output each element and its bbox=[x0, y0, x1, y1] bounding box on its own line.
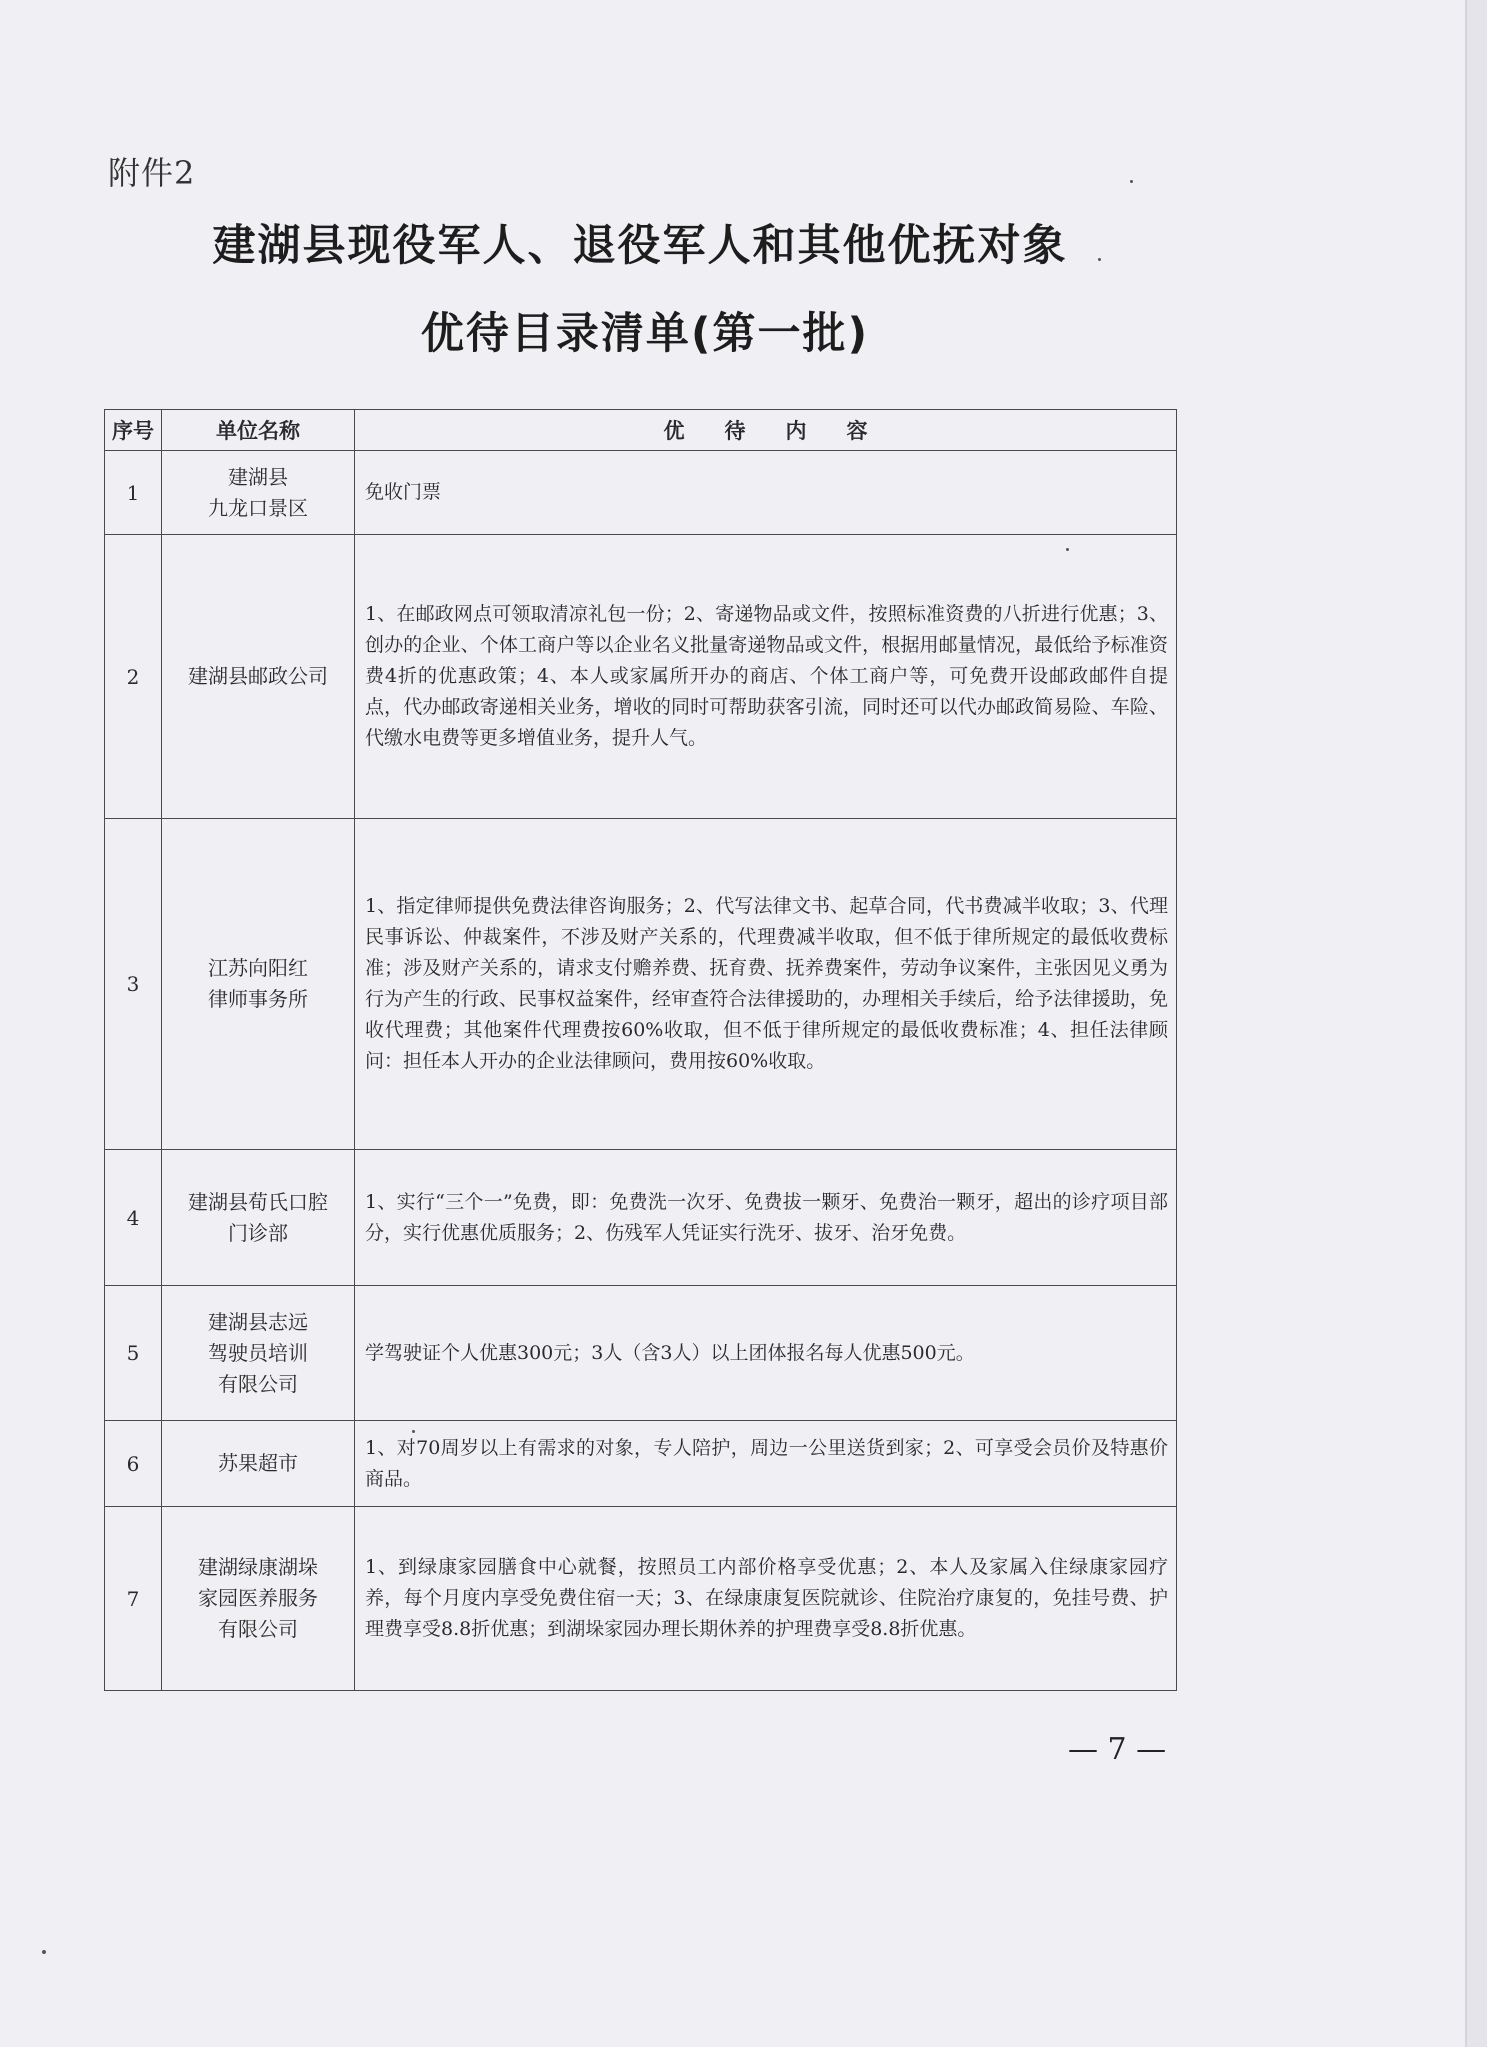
row-content: 1、指定律师提供免费法律咨询服务；2、代写法律文书、起草合同，代书费减半收取；3、代理民事诉讼、仲裁案件，不涉及财产关系的，代理费减半收取，但不低于律所规定的最低收费标准；涉及财产关系的，请求支付赡养费、抚育费、抚养费案件，劳动争议案件，主张因见义勇为行为产生的行政、民事权益案件，经审查符合法律援助的，办理相关手续后，给予法律援助，免收代理费；其他案件代理费按60%收取，但不低于律所规定的最低收费标准；4、担任法律顾问：担任本人开办的企业法律顾问，费用按60%收取。 bbox=[355, 819, 1177, 1150]
row-unit bbox=[162, 1421, 355, 1507]
table-row bbox=[105, 1421, 1177, 1507]
row-unit bbox=[162, 1150, 355, 1286]
row-no: 2 bbox=[105, 535, 162, 819]
preferential-list-table bbox=[104, 409, 1177, 1691]
scan-speck bbox=[42, 1950, 46, 1954]
document-title-line1: 建湖县现役军人、退役军人和其他优抚对象 bbox=[212, 221, 1068, 271]
unit-line: 家园医养服务 bbox=[198, 1586, 318, 1610]
table-row bbox=[105, 1286, 1177, 1421]
scan-speck bbox=[1130, 180, 1133, 183]
unit-line: 九龙口景区 bbox=[208, 495, 308, 520]
unit-line: 苏果超市 bbox=[218, 1451, 298, 1475]
unit-line: 建湖县 bbox=[228, 464, 288, 489]
unit-line: 建湖绿康湖垛 bbox=[198, 1555, 318, 1579]
row-content: 1、在邮政网点可领取清凉礼包一份；2、寄递物品或文件，按照标准资费的八折进行优惠；3、创办的企业、个体工商户等以企业名义批量寄递物品或文件，根据用邮量情况，最低给予标准资费4折的优惠政策；4、本人或家属所开办的商店、个体工商户等，可免费开设邮政邮件自提点，代办邮政寄递相关业务，增收的同时可帮助获客引流，同时还可以代办邮政简易险、车险、代缴水电费等更多增值业务，提升人气。 bbox=[355, 535, 1177, 819]
scan-speck bbox=[1098, 258, 1101, 261]
table-row bbox=[105, 1150, 1177, 1286]
row-content: 1、到绿康家园膳食中心就餐，按照员工内部价格享受优惠；2、本人及家属入住绿康家园疗养，每个月度内享受免费住宿一天；3、在绿康康复医院就诊、住院治疗康复的，免挂号费、护理费享受8.8折优惠；到湖垛家园办理长期休养的护理费享受8.8折优惠。 bbox=[355, 1507, 1177, 1691]
unit-line: 江苏向阳红 bbox=[208, 956, 308, 980]
unit-line: 门诊部 bbox=[228, 1220, 288, 1245]
row-no: 1 bbox=[105, 451, 162, 535]
unit-line: 有限公司 bbox=[218, 1617, 298, 1641]
page-number: — 7 — bbox=[1068, 1732, 1167, 1767]
unit-line: 建湖县荀氏口腔 bbox=[188, 1189, 328, 1214]
row-unit bbox=[162, 819, 355, 1150]
unit-line: 建湖县志远 bbox=[208, 1309, 308, 1334]
table-row bbox=[105, 819, 1177, 1150]
row-no: 7 bbox=[105, 1507, 162, 1691]
row-no: 4 bbox=[105, 1150, 162, 1286]
table-row bbox=[105, 451, 1177, 535]
document-title-line2: 优待目录清单(第一批) bbox=[420, 309, 870, 359]
header-no: 序号 bbox=[105, 410, 162, 451]
unit-line: 建湖县邮政公司 bbox=[188, 664, 328, 688]
header-content: 优待内容 bbox=[355, 410, 1177, 451]
row-unit bbox=[162, 535, 355, 819]
attachment-label: 附件2 bbox=[108, 154, 196, 192]
row-unit bbox=[162, 1507, 355, 1691]
table-row bbox=[105, 1507, 1177, 1691]
unit-line: 驾驶员培训 bbox=[208, 1340, 308, 1365]
table-header-row bbox=[105, 410, 1177, 451]
scan-speck bbox=[1066, 548, 1069, 551]
row-no: 3 bbox=[105, 819, 162, 1150]
row-unit bbox=[162, 1286, 355, 1421]
row-no: 6 bbox=[105, 1421, 162, 1507]
header-unit: 单位名称 bbox=[162, 410, 355, 451]
unit-line: 有限公司 bbox=[218, 1371, 298, 1396]
row-content: 1、对70周岁以上有需求的对象，专人陪护，周边一公里送货到家；2、可享受会员价及特惠价商品。 bbox=[355, 1421, 1177, 1507]
row-content: 免收门票 bbox=[355, 451, 1177, 535]
table-row bbox=[105, 535, 1177, 819]
row-unit bbox=[162, 451, 355, 535]
unit-line: 律师事务所 bbox=[208, 987, 308, 1011]
row-content: 1、实行“三个一”免费，即：免费洗一次牙、免费拔一颗牙、免费治一颗牙，超出的诊疗项目部分，实行优惠优质服务；2、伤残军人凭证实行洗牙、拔牙、治牙免费。 bbox=[355, 1150, 1177, 1286]
row-content: 学驾驶证个人优惠300元；3人（含3人）以上团体报名每人优惠500元。 bbox=[355, 1286, 1177, 1421]
row-no: 5 bbox=[105, 1286, 162, 1421]
scan-speck bbox=[412, 1430, 415, 1433]
